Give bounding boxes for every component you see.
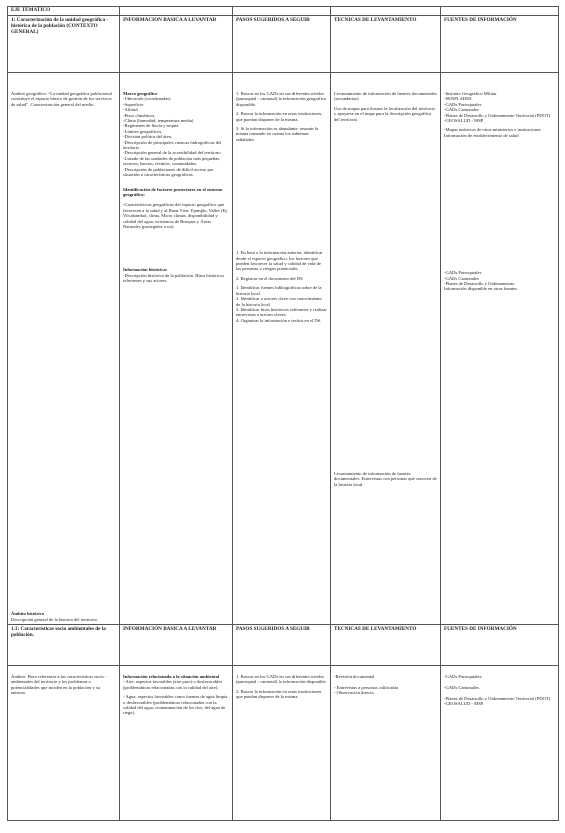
situacion-ambiental-title: Información relacionada a la situación ambiental bbox=[123, 674, 220, 679]
section1-col5 bbox=[441, 73, 559, 625]
informacion-historica-text: -Descripción histórica de la población. Hitos históricos relevantes y sus actores. bbox=[123, 272, 225, 284]
aspecto-aire: - Aire, aspectos favorables (aire puro) o desfavorables (problemáticas relacionadas con la calidad del aire). bbox=[123, 679, 223, 690]
section2-col2 bbox=[120, 666, 233, 821]
ambito-historico-text: Descripción general de la historia del territorio. bbox=[11, 616, 99, 622]
header-col2: INFORMACION BASICA A LEVANTAR bbox=[120, 16, 233, 73]
section1-title: 1: Caracterización de la unidad geográfica - histórica de la población (CONTEXTO GENERAL) bbox=[8, 16, 120, 73]
table-title: EJE TEMATICO bbox=[8, 7, 120, 16]
section1-col2 bbox=[120, 73, 233, 625]
ambito-geografico: Ámbito geográfico: “La unidad geográfica poblacional constituye el espacio básico de gestión de los servicios de salud”. Caracterización general del medio. bbox=[11, 91, 112, 107]
section2-col4 bbox=[331, 666, 441, 821]
informacion-historica-title: Información histórica: bbox=[123, 267, 168, 273]
paso2-1: 1. Buscar en los GADs en sus diferentes niveles (parroquial - cantonal) la información disponible. bbox=[236, 674, 327, 685]
tecnicas2: -Revisión documental - Entrevistas a personas calificadas - Observación directa bbox=[334, 674, 399, 696]
header2-col5: FUENTES DE INFORMACIÓN bbox=[441, 625, 559, 666]
header-col5: FUENTES DE INFORMACIÓN bbox=[441, 16, 559, 73]
marco-geografico-title: Marco geográfico bbox=[123, 91, 158, 96]
paso-historia: 1. Identificar fuentes bibliográficas sobre de la historia local. 2. Identificar a actores clave con conocimiento de la historia local. 3. Identificar hitos históricos relevantes y realizar entrevistas a actores claves. 4. Organizar la información e incluir en el DS. bbox=[236, 285, 327, 323]
header2-col3: PASOS SUGERIDOS A SEGUIR bbox=[233, 625, 331, 666]
section2-body-row bbox=[8, 666, 559, 821]
paso-3: 3. Si la información es abundante, resumir la misma tomando en cuenta los subtemas señalados. bbox=[236, 126, 319, 142]
paso-2: 2. Buscar la información en otras instituciones, que puedan disponer de la misma. bbox=[236, 111, 323, 122]
factores-protectores-text: -Características geográficas del espacio geográfico que favorecen a la salud y al Buen Vivir. Ejemplo, Valles (Ej. Vilcabamba), clima, Micro climas, disponibilidad y calidad del agua, existencia de Bosques y Áreas Naturales (protegidos o no). bbox=[123, 202, 228, 229]
tecnica-mapas: Uso de mapas para ilustrar la localización del territorio y apoyarse en el mapa para la descripción geográfica del territorio. bbox=[334, 105, 436, 122]
paso-factores-2: 2. Registrar en el documento del DS bbox=[236, 275, 303, 281]
header2-col4: TECNICAS DE LEVANTAMIENTO bbox=[331, 625, 441, 666]
table-title-row bbox=[8, 7, 559, 16]
section1-col1 bbox=[8, 73, 120, 625]
aspecto-agua: - Agua, aspectos favorables como fuentes de agua limpia o desfavorables (problemáticas relacionadas con la calidad del agua, contaminación de los ríos, del agua de riego). bbox=[123, 694, 228, 716]
section2-header-row bbox=[8, 625, 559, 666]
section1-header-row bbox=[8, 16, 559, 73]
ambito-historico-title: Ámbito histórico bbox=[11, 611, 45, 617]
header2-col2: INFORMACIÓN BASICA A LEVANTAR bbox=[120, 625, 233, 666]
tecnica-historia: Levantamiento de información de fuentes documentales. Entrevistas con personas que conocen de la historia local. bbox=[334, 471, 437, 487]
section1-col3 bbox=[233, 73, 331, 625]
paso2-2: 2. Buscar la información en otras instituciones que puedan disponer de la misma. bbox=[236, 688, 322, 700]
section2-title: 1.1: Características socio ambientales de la población. bbox=[8, 625, 120, 666]
socio-ambiental-ambito: Ámbito: Hace referencia a las características socio - ambientales del territorio y los problemas o potencialidades que inciden en la población y su entorno. bbox=[11, 674, 107, 696]
section2-col1 bbox=[8, 666, 120, 821]
section2-col3 bbox=[233, 666, 331, 821]
fuentes-geograficas: -Instituto Geográfico Militar -SENPLADES -GADs Parroquiales -GADs Cantonales -Planes de Desarrollo y Ordenamiento Territorial (PDOT) -GEOSALUD - MSP bbox=[444, 91, 551, 124]
section1-body-row bbox=[8, 73, 559, 625]
fuentes-mapas: -Mapas turísticos de otros ministerios e instituciones Información de establecimiento de salud bbox=[444, 127, 541, 138]
section2-col5 bbox=[441, 666, 559, 821]
tecnica-documental: Levantamiento de información de fuentes documentales (secundarias) bbox=[334, 91, 437, 102]
fuentes2: -GADs Parroquiales. -GADs Cantonales. -Planes de Desarrollo y Ordenamiento Territorial (PDOT) -GEOSALUD - MSP. bbox=[444, 674, 551, 707]
fuentes-factores: -GADs Parroquiales -GADs Cantonales -Planes de Desarrollo y Ordenamiento Información disponible en otras fuentes. bbox=[444, 270, 519, 292]
paso-1: 1. Buscar en los GADs en sus diferentes niveles (parroquial - cantonal) la información geográfica disponible. bbox=[236, 91, 326, 107]
planning-table bbox=[7, 6, 559, 821]
header-col4: TECNICAS DE LEVANTAMIENTO bbox=[331, 16, 441, 73]
factores-protectores-title: Identificación de factores protectores en el entorno geográfico: bbox=[123, 186, 223, 197]
header-col3: PASOS SUGERIDOS A SEGUIR bbox=[233, 16, 331, 73]
marco-geografico-list: -Ubicación (coordenadas) -Superficie -Altitud -Pisos climáticos, -Clima (humedad, temperatura media) -Regímenes de lluvia y sequía -Límites geográficos, -División política del área, -Descripción de principales cuencas hidrográficas del territorio -Descripción general de la accesibilidad del territorio -Listado de las unidades de población más pequeñas, sectores, barrios, recintos, comunidades. -Descripción de poblaciones de difícil acceso por situación o características geográficas. bbox=[123, 96, 222, 178]
paso-factores-1: 1. En base a la información anterior, identificar desde el espacio geográfico, los factores que pueden favorecer la salud y calidad de vida de las personas o riesgos potenciales bbox=[236, 250, 323, 272]
section1-col4 bbox=[331, 73, 441, 625]
